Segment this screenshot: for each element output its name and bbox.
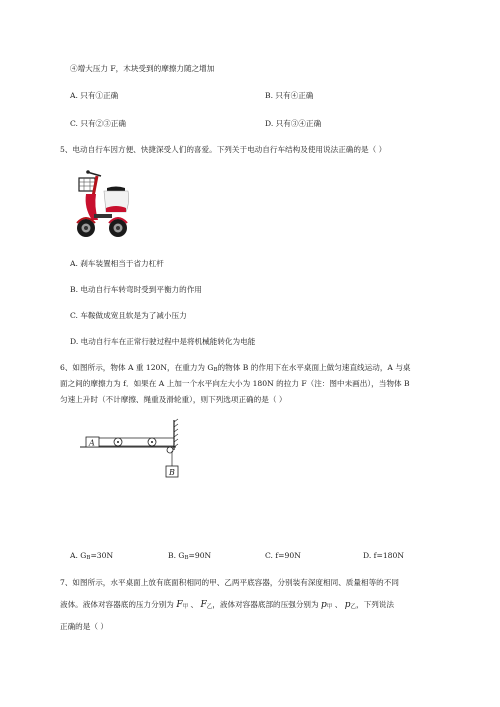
q5-option-a[interactable]: A. 刹车装置相当于省力杠杆: [70, 259, 164, 268]
q5-option-d[interactable]: D. 电动自行车在正常行驶过程中是将机械能转化为电能: [70, 337, 256, 346]
electric-bicycle-photo: [70, 168, 134, 244]
q6-option-a-pre: A. G: [70, 551, 87, 560]
q6-option-b-post: =90N: [188, 551, 212, 560]
q6-option-d[interactable]: D. f=180N: [363, 551, 404, 560]
q7-stem-line-3: 正确的是（ ）: [60, 622, 108, 631]
q4-option-a[interactable]: A. 只有①正确: [70, 91, 119, 100]
q7-stem-line-1: 7、如图所示，水平桌面上放有底面积相同的甲、乙两平底容器，分别装有深度相同、质量相等的不同: [60, 578, 399, 587]
pressure-symbol-yi: p: [344, 600, 351, 610]
sub-yi: 乙: [206, 604, 213, 610]
q4-option-b[interactable]: B. 只有④正确: [265, 91, 314, 100]
q6-option-b[interactable]: [168, 551, 211, 563]
q6-stem-line-1-a: 6、如图所示，物体 A 重 120N，在重力为 G: [60, 363, 214, 372]
q6-option-b-pre: B. G: [168, 551, 185, 560]
q7-text-a: 液体。液体对容器底的压力分别为: [60, 600, 174, 609]
force-symbol-yi: F: [200, 600, 207, 610]
q6-g-subscript: B: [213, 367, 218, 373]
q4-statement-4: ④增大压力 F，木块受到的摩擦力随之增加: [70, 64, 215, 73]
q5-stem: 5、电动自行车因方便、快捷深受人们的喜爱。下列关于电动自行车结构及使用说法正确的是（ ）: [60, 145, 387, 154]
q4-option-d[interactable]: D. 只有③④正确: [265, 119, 322, 128]
q7-text-c: ，下列说法: [356, 600, 394, 609]
block-b-label: B: [169, 468, 175, 477]
q5-option-c[interactable]: C. 车鞍做成宽且软是为了减小压力: [70, 311, 187, 320]
separator-1: 、: [190, 600, 199, 609]
q6-option-b-sub: B: [184, 555, 189, 561]
force-symbol-jia: F: [176, 600, 183, 610]
sub-yi-2: 乙: [350, 604, 357, 610]
q4-option-c[interactable]: C. 只有②③正确: [70, 119, 126, 128]
q6-option-a-sub: B: [86, 555, 91, 561]
pulley-diagram: [78, 418, 188, 486]
separator-2: 、: [334, 600, 343, 609]
q7-text-b: ，液体对容器底部的压强分别为: [212, 600, 319, 609]
q6-stem-line-2: 面之间的摩擦力为 f．如果在 A 上加一个水平向左大小为 180N 的拉力 F（注：图中未画出），当物体 B: [60, 379, 410, 388]
q6-option-a-post: =30N: [90, 551, 114, 560]
q6-option-a[interactable]: [70, 551, 113, 563]
q6-stem-line-1-b: 的物体 B 的作用下在水平桌面上做匀速直线运动，A 与桌: [217, 363, 411, 372]
pressure-symbol-jia: p: [321, 600, 327, 610]
sub-jia: 甲: [182, 604, 189, 610]
q6-stem-line-3: 匀速上升时（不计摩擦、绳重及滑轮重），则下列选项正确的是（ ）: [60, 395, 287, 404]
q7-stem-line-2: [60, 600, 394, 612]
sub-jia-2: 甲: [326, 604, 333, 610]
block-a-label: A: [89, 438, 95, 448]
q6-stem-line-1: [60, 363, 411, 375]
q6-option-c[interactable]: C. f=90N: [265, 551, 301, 560]
q5-option-b[interactable]: B. 电动自行车转弯时受到平衡力的作用: [70, 285, 202, 294]
